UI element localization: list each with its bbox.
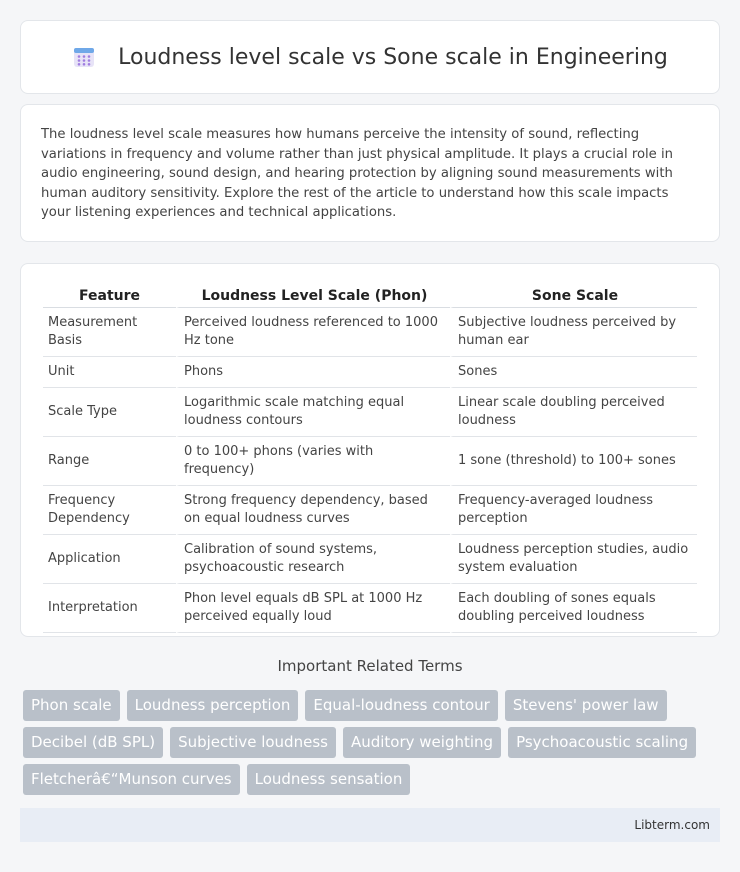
table-cell: Sones bbox=[450, 357, 697, 388]
table-row bbox=[43, 388, 697, 437]
tag-decibel[interactable]: Decibel (dB SPL) bbox=[23, 727, 163, 758]
table-row bbox=[43, 486, 697, 535]
table-cell: Unit bbox=[43, 357, 176, 388]
tag-row bbox=[23, 764, 723, 795]
column-header-sone: Sone Scale bbox=[450, 282, 697, 308]
table-cell: Scale Type bbox=[43, 388, 176, 437]
table-row bbox=[43, 584, 697, 633]
tag-stevens-power-law[interactable]: Stevens' power law bbox=[505, 690, 667, 721]
table-header-row bbox=[43, 282, 697, 308]
tag-equal-loudness-contour[interactable]: Equal-loudness contour bbox=[305, 690, 497, 721]
table-cell: 0 to 100+ phons (varies with frequency) bbox=[176, 437, 450, 486]
table-row bbox=[43, 308, 697, 357]
table-row bbox=[43, 535, 697, 584]
tag-fletcher-munson-curves[interactable]: Fletcherâ€“Munson curves bbox=[23, 764, 240, 795]
table-cell: Logarithmic scale matching equal loudness contours bbox=[176, 388, 450, 437]
table-cell: Range bbox=[43, 437, 176, 486]
table-cell: Each doubling of sones equals doubling perceived loudness bbox=[450, 584, 697, 633]
table-cell: Measurement Basis bbox=[43, 308, 176, 357]
table-cell: Application bbox=[43, 535, 176, 584]
table-cell: Linear scale doubling perceived loudness bbox=[450, 388, 697, 437]
column-header-feature: Feature bbox=[43, 282, 176, 308]
related-terms-title: Important Related Terms bbox=[277, 657, 463, 675]
tag-psychoacoustic-scaling[interactable]: Psychoacoustic scaling bbox=[508, 727, 696, 758]
table-cell: Perceived loudness referenced to 1000 Hz tone bbox=[176, 308, 450, 357]
title-card bbox=[20, 20, 720, 94]
intro-text: The loudness level scale measures how humans perceive the intensity of sound, reflecting variations in frequency and volume rather than just physical amplitude. It plays a crucial role in audio engineering, sound design, and hearing protection by aligning sound measurements with human auditory sensitivity. Explore the rest of the article to understand how this scale impacts your listening experiences and technical applications. bbox=[41, 127, 674, 220]
table-cell: Frequency Dependency bbox=[43, 486, 176, 535]
table-cell: Frequency-averaged loudness perception bbox=[450, 486, 697, 535]
table-cell: Interpretation bbox=[43, 584, 176, 633]
tag-auditory-weighting[interactable]: Auditory weighting bbox=[343, 727, 501, 758]
table-cell: Phons bbox=[176, 357, 450, 388]
footer-site-link[interactable]: Libterm.com bbox=[634, 818, 710, 832]
intro-card bbox=[20, 104, 720, 242]
page-title: Loudness level scale vs Sone scale in Engineering bbox=[118, 44, 668, 70]
tag-loudness-perception[interactable]: Loudness perception bbox=[127, 690, 299, 721]
table-row bbox=[43, 437, 697, 486]
table-row bbox=[43, 357, 697, 388]
table-cell: Subjective loudness perceived by human ear bbox=[450, 308, 697, 357]
table-cell: Phon level equals dB SPL at 1000 Hz perceived equally loud bbox=[176, 584, 450, 633]
table-cell: 1 sone (threshold) to 100+ sones bbox=[450, 437, 697, 486]
table-cell: Calibration of sound systems, psychoacoustic research bbox=[176, 535, 450, 584]
footer bbox=[20, 808, 720, 842]
tag-row bbox=[23, 690, 723, 721]
related-terms-list bbox=[23, 690, 723, 801]
column-header-phon: Loudness Level Scale (Phon) bbox=[176, 282, 450, 308]
comparison-table bbox=[43, 282, 697, 633]
tag-row bbox=[23, 727, 723, 758]
table-cell: Strong frequency dependency, based on equal loudness curves bbox=[176, 486, 450, 535]
comparison-table-card bbox=[20, 263, 720, 637]
tag-loudness-sensation[interactable]: Loudness sensation bbox=[247, 764, 411, 795]
tag-subjective-loudness[interactable]: Subjective loudness bbox=[170, 727, 336, 758]
table-cell: Loudness perception studies, audio system evaluation bbox=[450, 535, 697, 584]
calendar-grid-icon bbox=[72, 45, 96, 69]
tag-phon-scale[interactable]: Phon scale bbox=[23, 690, 120, 721]
